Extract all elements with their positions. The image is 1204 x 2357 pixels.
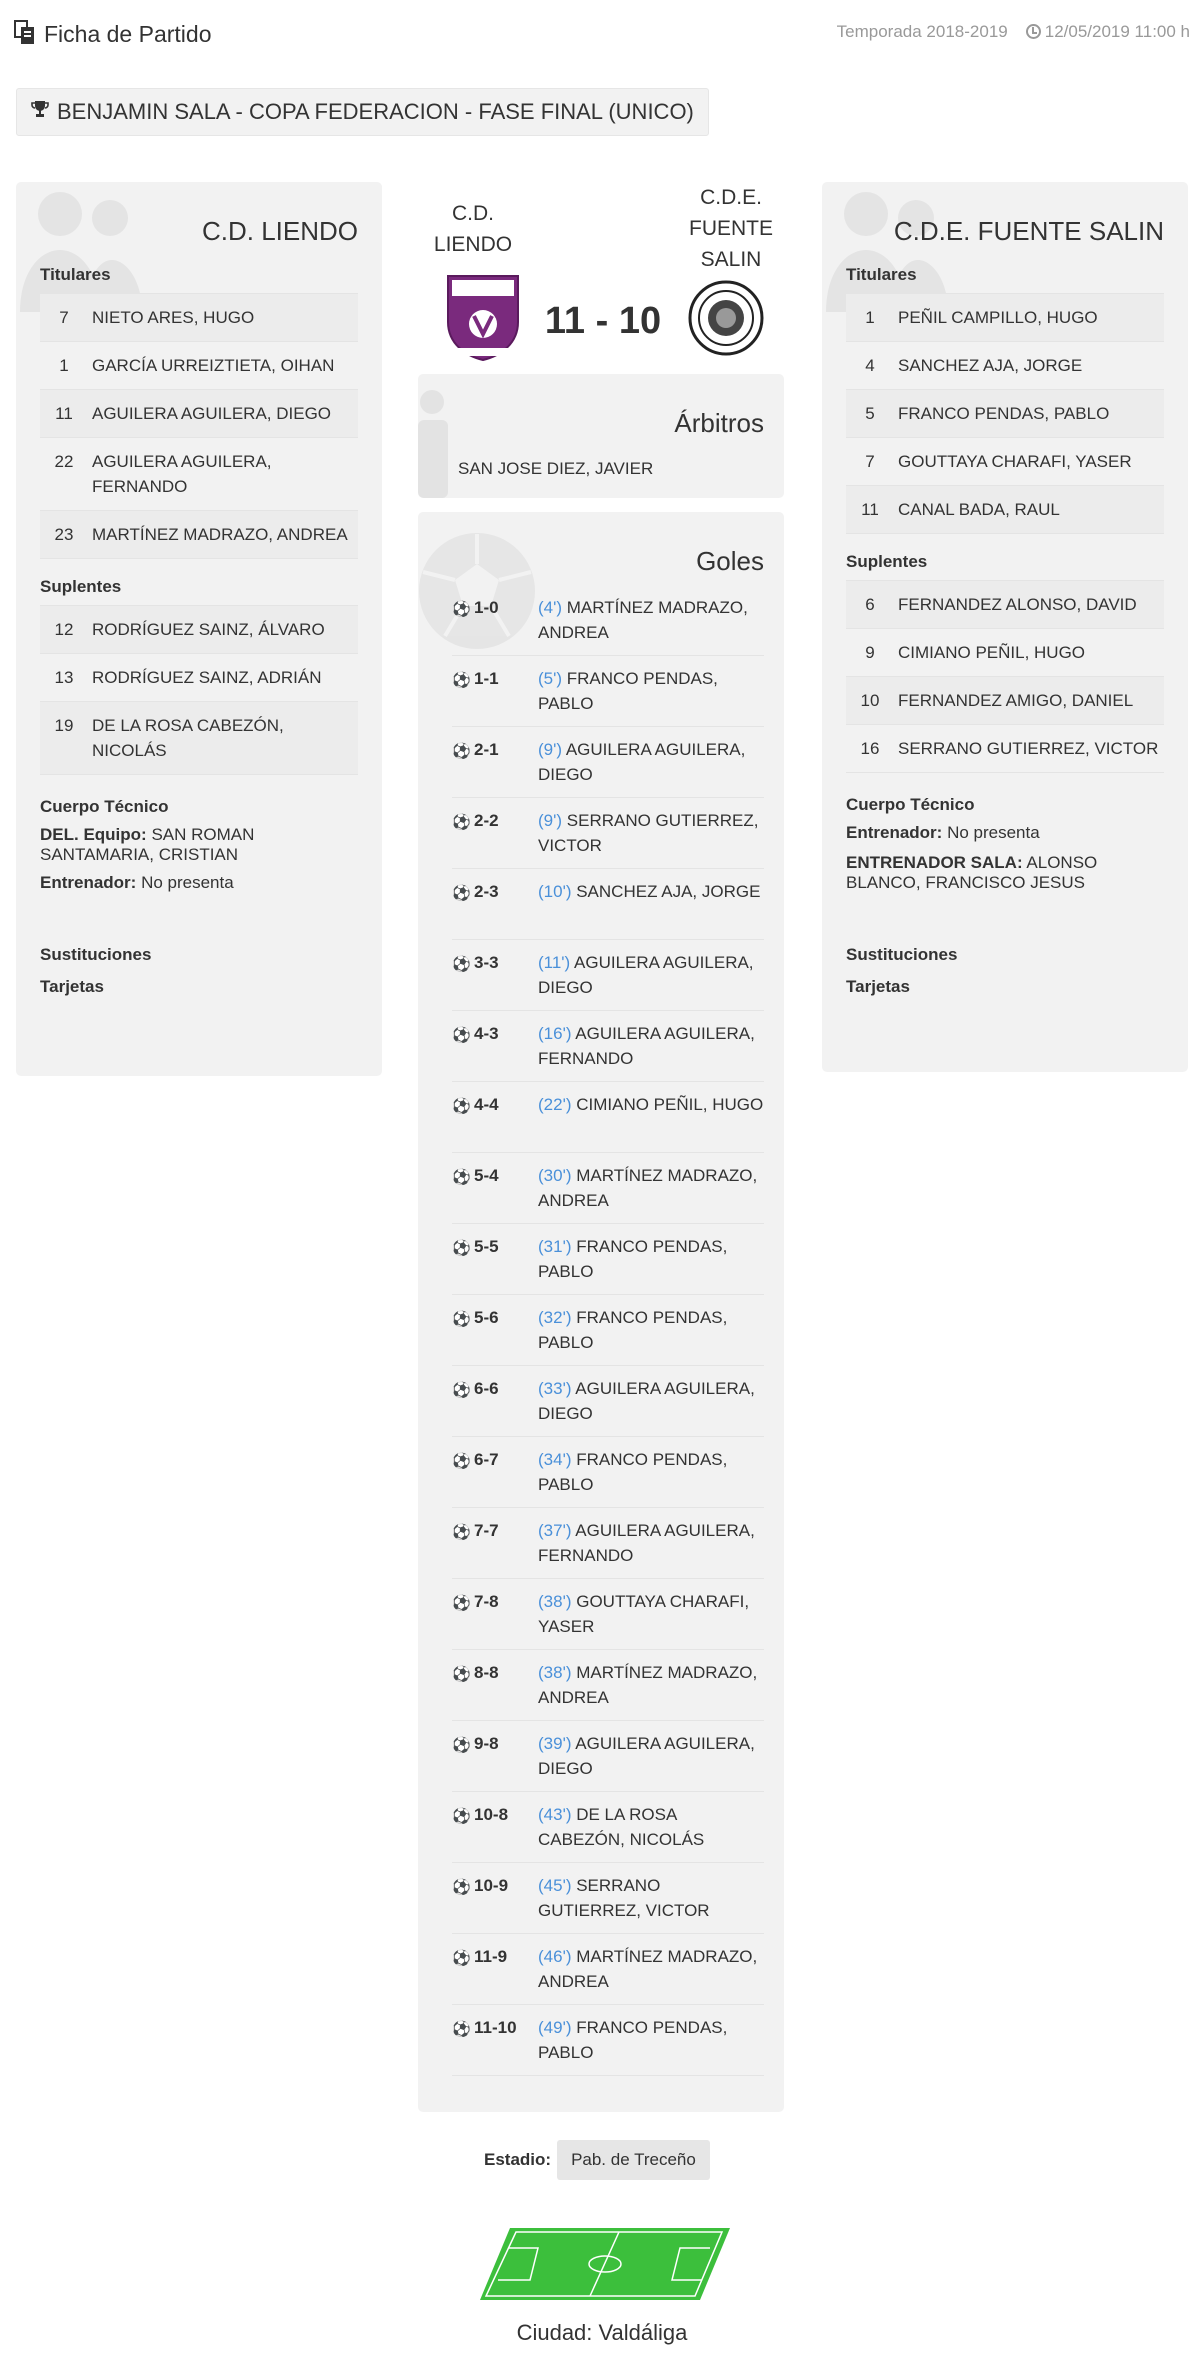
goal-player: AGUILERA AGUILERA, DIEGO	[538, 1734, 755, 1778]
player-name: SERRANO GUTIERREZ, VICTOR	[898, 739, 1159, 758]
away-staff-heading: Cuerpo Técnico	[846, 795, 975, 814]
goal-row	[452, 656, 764, 727]
goal-minute: (49')	[538, 2018, 572, 2037]
goal-row	[452, 2005, 764, 2076]
page-title	[14, 20, 211, 48]
player-row	[846, 725, 1164, 773]
goal-detail	[538, 2015, 764, 2066]
goal-row	[452, 1579, 764, 1650]
staff-entry	[846, 853, 1164, 893]
staff-name: SAN ROMAN SANTAMARIA, CRISTIAN	[40, 825, 255, 864]
staff-role: ENTRENADOR SALA:	[846, 853, 1023, 872]
player-number: 13	[54, 668, 74, 687]
player-number: 23	[54, 525, 74, 544]
goal-score: 6-7	[474, 1450, 499, 1469]
staff-name: No presenta	[141, 873, 234, 892]
player-name: RODRÍGUEZ SAINZ, ÁLVARO	[92, 620, 325, 639]
goal-row	[452, 1863, 764, 1934]
document-copy-icon	[14, 20, 36, 48]
home-substitutions-heading: Sustituciones	[40, 945, 152, 964]
home-team-name: C.D. LIENDO	[201, 216, 358, 246]
player-number: 11	[861, 500, 879, 519]
player-row	[846, 390, 1164, 438]
player-name: SANCHEZ AJA, JORGE	[898, 356, 1083, 375]
soccer-ball-icon: ⚽	[452, 1737, 471, 1754]
home-team-short: C.D. LIENDO	[433, 202, 513, 256]
player-row	[40, 702, 358, 775]
soccer-ball-icon: ⚽	[452, 1595, 471, 1612]
goal-detail	[538, 1234, 764, 1285]
soccer-ball-icon: ⚽	[452, 1240, 471, 1257]
person-icon	[418, 388, 458, 498]
soccer-ball-icon: ⚽	[452, 1666, 471, 1683]
goal-score: 2-2	[474, 811, 499, 830]
player-row	[846, 677, 1164, 725]
player-name: PEÑIL CAMPILLO, HUGO	[898, 308, 1098, 327]
goal-row	[452, 727, 764, 798]
goal-player: MARTÍNEZ MADRAZO, ANDREA	[538, 598, 748, 642]
goal-row	[452, 1153, 764, 1224]
player-name: GARCÍA URREIZTIETA, OIHAN	[92, 356, 335, 375]
goal-player: FRANCO PENDAS, PABLO	[538, 2018, 728, 2062]
goal-minute: (9')	[538, 811, 563, 830]
away-team-short: C.D.E. FUENTE SALIN	[689, 186, 773, 271]
referees-title: Árbitros	[674, 408, 764, 438]
match-header	[418, 182, 786, 362]
soccer-ball-icon: ⚽	[452, 601, 471, 618]
soccer-ball-icon: ⚽	[452, 1098, 471, 1115]
goal-player: GOUTTAYA CHARAFI, YASER	[538, 1592, 750, 1636]
soccer-ball-icon: ⚽	[452, 1524, 471, 1541]
away-subs-list	[846, 580, 1164, 773]
goal-player: SERRANO GUTIERREZ, VICTOR	[538, 811, 759, 855]
city-text: Ciudad: Valdáliga	[516, 2320, 688, 2345]
player-number: 6	[865, 595, 875, 614]
goal-detail	[538, 1518, 764, 1569]
top-bar	[14, 18, 1190, 58]
player-row	[40, 342, 358, 390]
home-starters-heading: Titulares	[40, 265, 111, 284]
player-row	[40, 511, 358, 559]
goal-row	[452, 1011, 764, 1082]
goal-player: AGUILERA AGUILERA, FERNANDO	[538, 1024, 755, 1068]
soccer-ball-icon: ⚽	[452, 885, 471, 902]
player-row	[40, 606, 358, 654]
goal-player: AGUILERA AGUILERA, FERNANDO	[538, 1521, 755, 1565]
away-starters-heading: Titulares	[846, 265, 917, 284]
player-number: 7	[59, 308, 69, 327]
player-number: 9	[865, 643, 875, 662]
goal-minute: (33')	[538, 1379, 572, 1398]
soccer-ball-icon: ⚽	[452, 956, 471, 973]
goal-minute: (30')	[538, 1166, 572, 1185]
stadium-name: Pab. de Treceño	[557, 2140, 710, 2180]
soccer-ball-icon: ⚽	[452, 814, 471, 831]
goal-score: 8-8	[474, 1663, 499, 1682]
goal-row	[452, 798, 764, 869]
soccer-ball-icon: ⚽	[452, 743, 471, 760]
away-subs-heading: Suplentes	[846, 552, 928, 571]
home-cards-heading: Tarjetas	[40, 977, 104, 996]
goal-row	[452, 869, 764, 940]
goal-detail	[538, 1731, 764, 1782]
player-row	[40, 390, 358, 438]
goal-player: AGUILERA AGUILERA, DIEGO	[538, 953, 754, 997]
goal-minute: (11')	[538, 953, 571, 972]
soccer-ball-icon: ⚽	[452, 1808, 471, 1825]
goal-player: FRANCO PENDAS, PABLO	[538, 1450, 728, 1494]
player-name: RODRÍGUEZ SAINZ, ADRIÁN	[92, 668, 322, 687]
goal-list	[452, 585, 764, 2076]
goal-row	[452, 1224, 764, 1295]
goal-row	[452, 1437, 764, 1508]
goal-score: 5-4	[474, 1166, 499, 1185]
goal-row	[452, 1082, 764, 1153]
player-number: 16	[860, 739, 880, 758]
goal-score: 10-8	[474, 1805, 509, 1824]
home-staff-heading: Cuerpo Técnico	[40, 797, 169, 816]
goal-score: 4-3	[474, 1024, 499, 1043]
goals-title: Goles	[696, 546, 764, 576]
soccer-ball-icon: ⚽	[452, 1311, 471, 1328]
goal-detail	[538, 950, 764, 1001]
soccer-ball-icon: ⚽	[452, 1453, 471, 1470]
player-number: 4	[865, 356, 875, 375]
goal-player: SANCHEZ AJA, JORGE	[576, 882, 761, 901]
goal-minute: (4')	[538, 598, 563, 617]
player-name: GOUTTAYA CHARAFI, YASER	[898, 452, 1132, 471]
goal-score: 5-6	[474, 1308, 499, 1327]
goal-row	[452, 1508, 764, 1579]
goal-score: 2-1	[474, 740, 499, 759]
staff-entry	[40, 873, 358, 893]
player-number: 10	[860, 691, 880, 710]
home-team-panel	[16, 182, 382, 1076]
player-name: AGUILERA AGUILERA, DIEGO	[92, 404, 332, 423]
goal-player: FRANCO PENDAS, PABLO	[538, 1308, 728, 1352]
referees-panel	[418, 374, 784, 498]
goal-score: 10-9	[474, 1876, 509, 1895]
datetime	[1026, 22, 1190, 42]
soccer-ball-icon: ⚽	[452, 672, 471, 689]
goal-detail	[538, 1376, 764, 1427]
datetime-text: 12/05/2019 11:00 h	[1044, 22, 1190, 41]
pitch-icon	[480, 2226, 730, 2302]
player-name: FERNANDEZ ALONSO, DAVID	[898, 595, 1137, 614]
goal-score: 1-0	[474, 598, 499, 617]
goal-minute: (5')	[538, 669, 563, 688]
clock-icon	[1026, 24, 1041, 39]
goal-minute: (22')	[538, 1095, 572, 1114]
goal-player: CIMIANO PEÑIL, HUGO	[576, 1095, 764, 1114]
goal-player: MARTÍNEZ MADRAZO, ANDREA	[538, 1166, 758, 1210]
goal-minute: (32')	[538, 1308, 572, 1327]
away-team-name: C.D.E. FUENTE SALIN	[893, 216, 1164, 246]
away-team-panel	[822, 182, 1188, 1072]
goal-minute: (38')	[538, 1592, 572, 1611]
match-meta	[837, 22, 1190, 42]
goal-minute: (45')	[538, 1876, 572, 1895]
player-number: 1	[865, 308, 875, 327]
goal-detail	[538, 1802, 764, 1853]
player-row	[846, 486, 1164, 534]
goal-player: SERRANO GUTIERREZ, VICTOR	[538, 1876, 710, 1920]
staff-role: DEL. Equipo:	[40, 825, 147, 844]
goal-minute: (46')	[538, 1947, 572, 1966]
goal-score: 6-6	[474, 1379, 499, 1398]
goal-row	[452, 1934, 764, 2005]
home-subs-list	[40, 605, 358, 775]
goal-detail	[538, 1873, 764, 1924]
player-row	[40, 654, 358, 702]
goal-minute: (43')	[538, 1805, 572, 1824]
soccer-ball-icon: ⚽	[452, 1169, 471, 1186]
referee-name: SAN JOSE DIEZ, JAVIER	[458, 459, 654, 478]
home-subs-heading: Suplentes	[40, 577, 122, 596]
player-number: 19	[54, 716, 74, 735]
goal-player: AGUILERA AGUILERA, DIEGO	[538, 1379, 755, 1423]
player-name: FERNANDEZ AMIGO, DANIEL	[898, 691, 1134, 710]
home-starters-list	[40, 293, 358, 559]
goal-detail	[538, 1944, 764, 1995]
player-number: 1	[59, 356, 69, 375]
competition-banner	[16, 88, 709, 136]
goal-minute: (34')	[538, 1450, 572, 1469]
goal-detail	[538, 1589, 764, 1640]
staff-name: No presenta	[947, 823, 1040, 842]
goal-detail	[538, 808, 764, 859]
soccer-ball-icon: ⚽	[452, 1027, 471, 1044]
goal-player: MARTÍNEZ MADRAZO, ANDREA	[538, 1663, 758, 1707]
goal-player: MARTÍNEZ MADRAZO, ANDREA	[538, 1947, 758, 1991]
goal-detail	[538, 1021, 764, 1072]
goal-row	[452, 1366, 764, 1437]
goal-detail	[538, 595, 764, 646]
soccer-ball-icon: ⚽	[452, 1879, 471, 1896]
player-name: MARTÍNEZ MADRAZO, ANDREA	[92, 525, 348, 544]
player-row	[40, 438, 358, 511]
player-name: FRANCO PENDAS, PABLO	[898, 404, 1110, 423]
staff-name: ALONSO BLANCO, FRANCISCO JESUS	[846, 853, 1098, 892]
goal-score: 2-3	[474, 882, 499, 901]
goal-detail	[538, 879, 764, 930]
soccer-ball-icon: ⚽	[452, 2021, 471, 2038]
goal-score: 4-4	[474, 1095, 499, 1114]
player-row	[846, 581, 1164, 629]
goal-score: 3-3	[474, 953, 499, 972]
goal-minute: (37')	[538, 1521, 572, 1540]
final-score: 11 - 10	[544, 300, 662, 342]
goal-detail	[538, 1447, 764, 1498]
goal-row	[452, 1650, 764, 1721]
player-row	[40, 294, 358, 342]
goal-row	[452, 1792, 764, 1863]
goal-player: FRANCO PENDAS, PABLO	[538, 669, 718, 713]
player-name: NIETO ARES, HUGO	[92, 308, 255, 327]
goal-detail	[538, 1660, 764, 1711]
goal-score: 1-1	[474, 669, 499, 688]
staff-role: Entrenador:	[846, 823, 943, 842]
staff-entry	[40, 825, 358, 865]
player-number: 5	[865, 404, 875, 423]
goal-row	[452, 1721, 764, 1792]
goal-player: FRANCO PENDAS, PABLO	[538, 1237, 728, 1281]
trophy-icon	[31, 88, 49, 136]
goal-minute: (38')	[538, 1663, 572, 1682]
player-row	[846, 342, 1164, 390]
player-number: 12	[54, 620, 74, 639]
goal-row	[452, 940, 764, 1011]
stadium-label: Estadio:	[484, 2150, 552, 2169]
goal-minute: (10')	[538, 882, 572, 901]
goal-score: 5-5	[474, 1237, 499, 1256]
staff-role: Entrenador:	[40, 873, 137, 892]
goals-panel	[418, 512, 784, 2112]
goal-minute: (39')	[538, 1734, 572, 1753]
away-starters-list	[846, 293, 1164, 534]
goal-minute: (16')	[538, 1024, 572, 1043]
goal-score: 11-10	[474, 2018, 517, 2037]
player-number: 22	[54, 452, 74, 471]
goal-detail	[538, 1092, 764, 1143]
away-badge-icon	[686, 278, 766, 358]
player-name: AGUILERA AGUILERA, FERNANDO	[92, 452, 272, 496]
goal-score: 11-9	[474, 1947, 508, 1966]
competition-name: BENJAMIN SALA - COPA FEDERACION - FASE FINAL (UNICO)	[57, 99, 694, 124]
soccer-ball-icon: ⚽	[452, 1382, 471, 1399]
goal-detail	[538, 666, 764, 717]
player-name: CIMIANO PEÑIL, HUGO	[898, 643, 1086, 662]
goal-minute: (31')	[538, 1237, 572, 1256]
goal-player: DE LA ROSA CABEZÓN, NICOLÁS	[538, 1805, 705, 1849]
goal-score: 9-8	[474, 1734, 499, 1753]
away-cards-heading: Tarjetas	[846, 977, 910, 996]
player-row	[846, 438, 1164, 486]
goal-row	[452, 585, 764, 656]
player-number: 11	[55, 404, 73, 423]
goal-detail	[538, 1305, 764, 1356]
goal-row	[452, 1295, 764, 1366]
home-badge-icon	[444, 272, 522, 362]
player-name: DE LA ROSA CABEZÓN, NICOLÁS	[92, 716, 284, 760]
goal-minute: (9')	[538, 740, 563, 759]
soccer-ball-icon: ⚽	[452, 1950, 471, 1967]
player-row	[846, 629, 1164, 677]
player-name: CANAL BADA, RAUL	[898, 500, 1060, 519]
goal-detail	[538, 737, 764, 788]
goal-detail	[538, 1163, 764, 1214]
page-title-text: Ficha de Partido	[44, 20, 212, 47]
season-text: Temporada 2018-2019	[836, 22, 1008, 41]
goal-score: 7-8	[474, 1592, 499, 1611]
player-row	[846, 294, 1164, 342]
goal-player: AGUILERA AGUILERA, DIEGO	[538, 740, 746, 784]
player-number: 7	[865, 452, 875, 471]
goal-score: 7-7	[474, 1521, 499, 1540]
away-substitutions-heading: Sustituciones	[846, 945, 958, 964]
stadium-info	[484, 2140, 710, 2180]
staff-entry	[846, 823, 1164, 843]
